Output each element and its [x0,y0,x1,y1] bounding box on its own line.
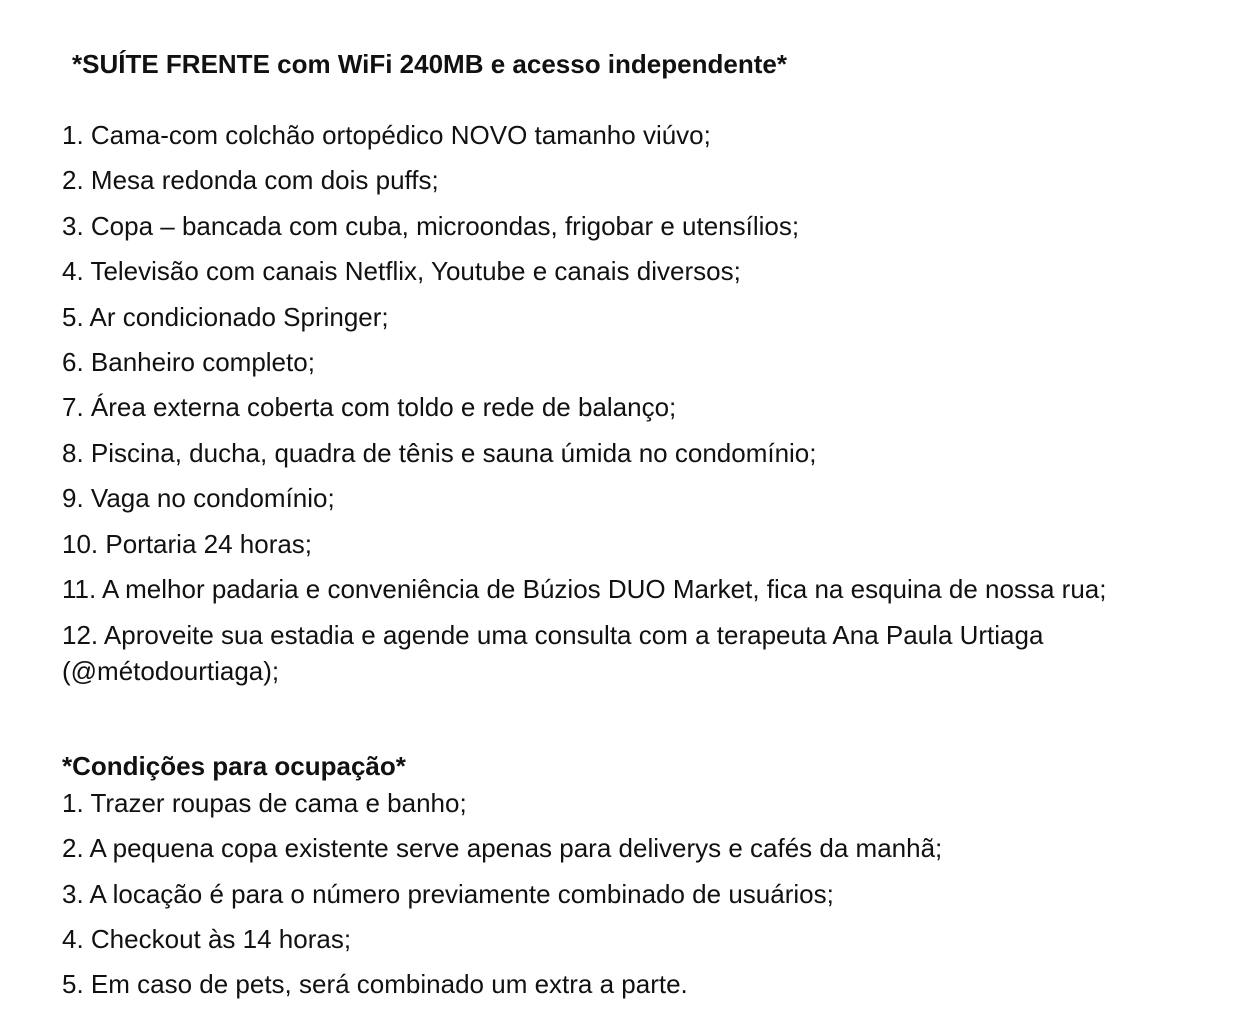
amenity-item: 1. Cama-com colchão ortopédico NOVO tamanho viúvo; [62,120,711,150]
amenity-item: 7. Área externa coberta com toldo e rede de balanço; [62,392,677,423]
condition-item: 2. A pequena copa existente serve apenas para deliverys e cafés da manhã; [62,833,943,864]
amenity-item: 5. Ar condicionado Springer; [62,301,389,332]
amenity-item: 8. Piscina, ducha, quadra de tênis e sauna úmida no condomínio; [62,437,817,468]
condition-item: 4. Checkout às 14 horas; [62,923,352,954]
conditions-title: *Condições para ocupação* [62,751,406,781]
amenity-item: 6. Banheiro completo; [62,346,315,377]
amenity-item: 10. Portaria 24 horas; [62,528,313,559]
amenity-item: 11. A melhor padaria e conveniência de Búzios DUO Market, fica na esquina de nossa rua; [62,573,1107,604]
amenity-item: 2. Mesa redonda com dois puffs; [62,165,439,196]
condition-item: 1. Trazer roupas de cama e banho; [62,788,467,818]
amenities-list [62,118,1222,701]
conditions-list [62,786,1222,1012]
condition-item: 3. A locação é para o número previamente combinado de usuários; [62,878,834,909]
condition-item: 5. Em caso de pets, será combinado um extra a parte. [62,969,688,1000]
amenity-item: 3. Copa – bancada com cuba, microondas, frigobar e utensílios; [62,210,800,241]
amenity-item: 4. Televisão com canais Netflix, Youtube e canais diversos; [62,256,741,287]
suite-title: *SUÍTE FRENTE com WiFi 240MB e acesso independente* [72,49,787,79]
amenity-item: 12. Aproveite sua estadia e agende uma consulta com a terapeuta Ana Paula Urtiaga (@métodourtiaga); [62,620,1044,687]
amenity-item: 9. Vaga no condomínio; [62,483,335,514]
